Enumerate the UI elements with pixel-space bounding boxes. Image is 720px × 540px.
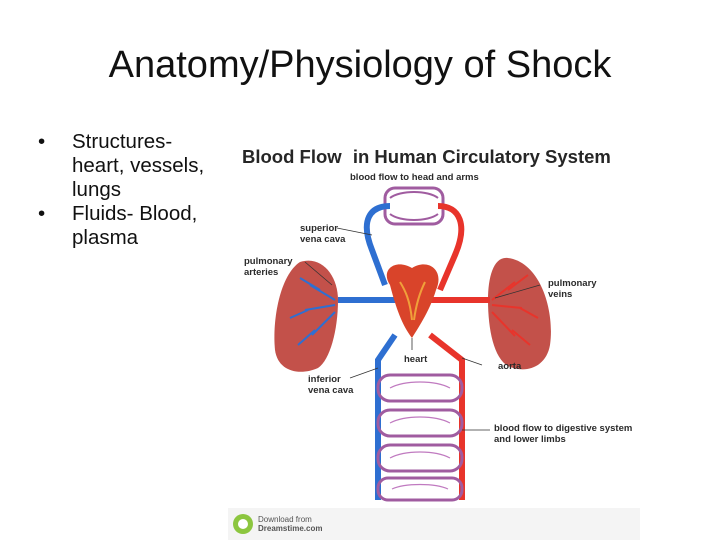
label-line: pulmonary <box>244 256 293 267</box>
dreamstime-logo-icon <box>232 513 254 535</box>
figure-title-part2: in Human Circulatory System <box>352 146 611 167</box>
label-heart: heart <box>404 354 428 365</box>
figure-title <box>242 146 611 168</box>
descending-aorta <box>430 335 462 500</box>
label-line: vena cava <box>300 233 346 245</box>
figure-title-part1: Blood Flow <box>242 146 342 167</box>
upper-capillary-bed <box>385 188 443 224</box>
label-line: veins <box>548 288 573 300</box>
label-line: pulmonary <box>548 278 597 289</box>
watermark-site-text: Dreamstime.com <box>258 524 323 533</box>
right-lung <box>488 258 551 369</box>
bullet-marker: • <box>38 202 46 225</box>
label-line: superior <box>300 223 339 234</box>
bullet-text-line: lungs <box>72 178 122 201</box>
watermark-bar <box>228 508 640 540</box>
bullet-item-fluids <box>32 202 222 250</box>
label-line: vena cava <box>308 384 354 396</box>
lower-capillary-beds <box>378 375 462 500</box>
label-inferior-vena-cava <box>308 375 353 396</box>
label-line: blood flow to digestive system <box>494 423 633 434</box>
label-pulmonary-arteries <box>244 257 293 278</box>
inferior-vena-cava <box>378 335 395 500</box>
label-digestive-lower-limbs <box>494 424 632 445</box>
label-superior-vena-cava <box>300 224 345 245</box>
bullet-marker: • <box>38 130 46 153</box>
watermark-download-text: Download from <box>258 515 312 524</box>
label-line: arteries <box>244 266 279 278</box>
page-title: Anatomy/Physiology of Shock <box>108 44 612 86</box>
bullet-list <box>32 130 222 250</box>
label-aorta: aorta <box>498 361 522 372</box>
bullet-item-structures <box>32 130 222 202</box>
bullet-text-line: plasma <box>72 226 139 249</box>
bullet-text-line: Structures- <box>72 130 173 153</box>
bullet-text-line: heart, vessels, <box>72 154 205 177</box>
label-line: inferior <box>308 374 341 385</box>
circulatory-system-illustration <box>228 140 640 540</box>
label-pulmonary-veins <box>548 279 597 300</box>
label-head-arms: blood flow to head and arms <box>350 172 479 183</box>
bullet-text-line: Fluids- Blood, <box>72 202 198 225</box>
label-line: and lower limbs <box>494 433 566 445</box>
